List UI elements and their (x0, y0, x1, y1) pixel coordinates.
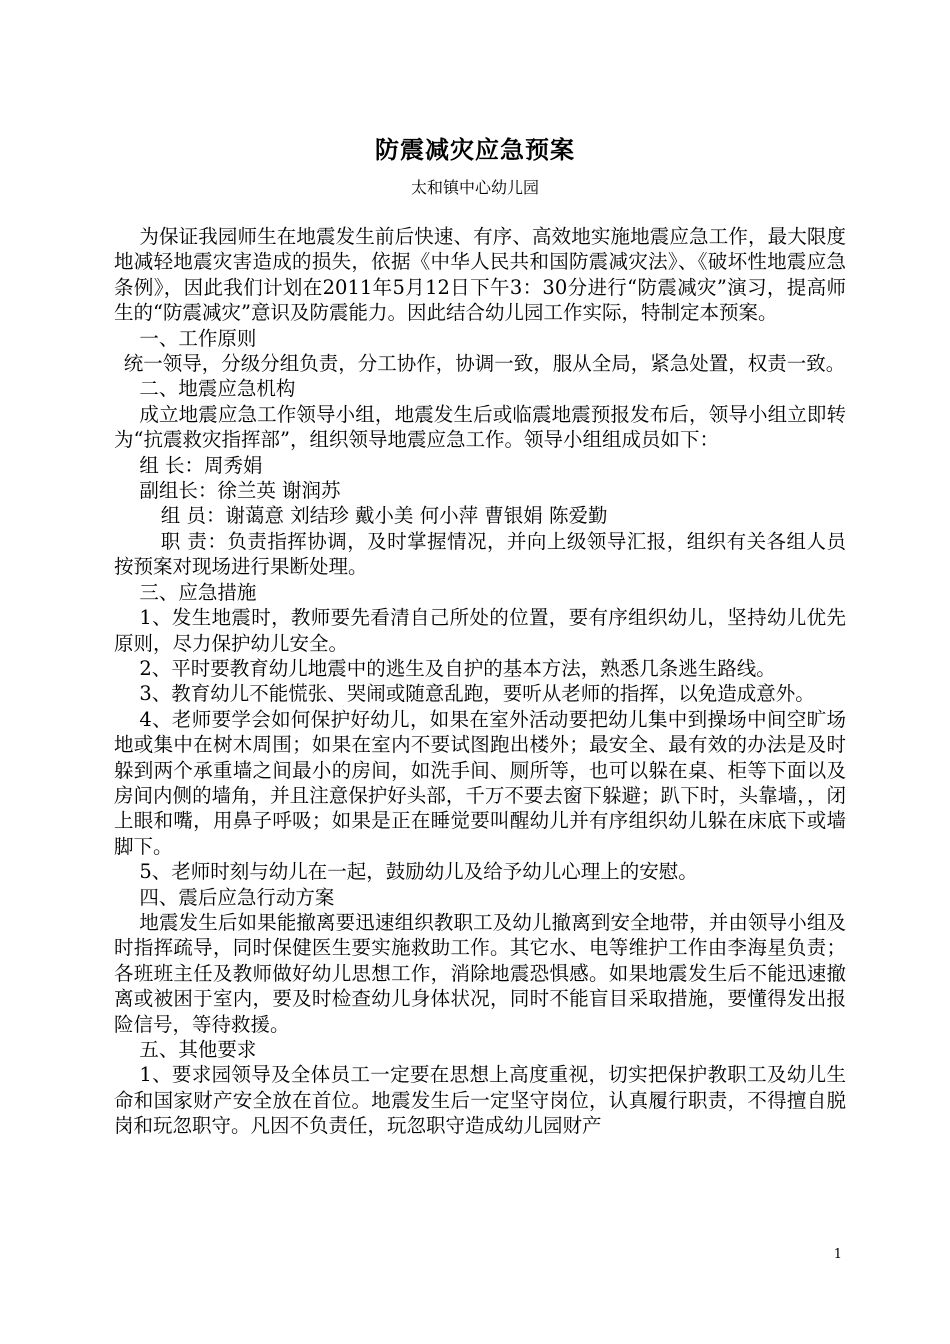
section-heading-principles: 一、工作原则 (139, 326, 257, 350)
page-number: 1 (833, 1247, 842, 1262)
measure-item-5: 5、老师时刻与幼儿在一起，鼓励幼儿及给予幼儿心理上的安慰。 (139, 860, 698, 884)
section-heading-post-quake: 四、震后应急行动方案 (139, 885, 335, 909)
duties-paragraph: 职 责：负责指挥协调，及时掌握情况，并向上级领导汇报，组织有关各组人员按预案对现场进行果断处理。 (114, 529, 846, 579)
organization-paragraph: 成立地震应急工作领导小组，地震发生后或临震地震预报发布后，领导小组立即转为“抗震救灾指挥部”，组织领导地震应急工作。领导小组组成员如下： (114, 402, 846, 452)
section-heading-other: 五、其他要求 (139, 1038, 257, 1061)
intro-paragraph: 为保证我园师生在地震发生前后快速、有序、高效地实施地震应急工作，最大限度地减轻地震灾害造成的损失，依据《中华人民共和国防震减灾法》、《破坏性地震应急条例》，因此我们计划在2011年5月12日下午3：30分进行“防震减灾”演习，提高师生的“防震减灾”意识及防震能力。因此结合幼儿园工作实际，特制定本预案。 (114, 225, 846, 325)
section-heading-measures: 三、应急措施 (139, 580, 257, 604)
other-requirement-1: 1、要求园领导及全体员工一定要在思想上高度重视，切实把保护教职工及幼儿生命和国家财产安全放在首位。地震发生后一定坚守岗位，认真履行职责，不得擅自脱岗和玩忽职守。凡因不负责任，玩忽职守造成幼儿园财产 (114, 1063, 846, 1138)
measure-item-1: 1、发生地震时，教师要先看清自己所处的位置，要有序组织幼儿，坚持幼儿优先原则，尽力保护幼儿安全。 (114, 606, 846, 655)
measure-item-2: 2、平时要教育幼儿地震中的逃生及自护的基本方法，熟悉几条逃生路线。 (139, 656, 776, 680)
deputy-leader-line: 副组长：徐兰英 谢润苏 (139, 479, 341, 503)
document-subtitle: 太和镇中心幼儿园 (410, 178, 539, 197)
team-members-line: 组 员：谢蔼意 刘结珍 戴小美 何小萍 曹银娟 陈爱勤 (160, 504, 608, 528)
measure-item-4: 4、老师要学会如何保护好幼儿，如果在室外活动要把幼儿集中到操场中间空旷场地或集中在树木周围；如果在室内不要试图跑出楼外；最安全、最有效的办法是及时躲到两个承重墙之间最小的房间，如洗手间、厕所等，也可以躲在桌、柜等下面以及房间内侧的墙角，并且注意保护好头部，千万不要去窗下躲避；趴下时，头靠墙，，闭上眼和嘴，用鼻子呼吸；如果是正在睡觉要叫醒幼儿并有序组织幼儿躲在床底下或墙脚下。 (114, 707, 846, 858)
principles-paragraph: 统一领导，分级分组负责，分工协作，协调一致，服从全局，紧急处置，权责一致。 (123, 352, 846, 376)
document-body (114, 224, 846, 1139)
document-title: 防震减灾应急预案 (375, 135, 575, 164)
measure-item-3: 3、教育幼儿不能慌张、哭闹或随意乱跑，要听从老师的指挥，以免造成意外。 (139, 682, 815, 706)
team-leader-line: 组 长：周秀娟 (139, 453, 263, 477)
post-quake-paragraph: 地震发生后如果能撤离要迅速组织教职工及幼儿撤离到安全地带，并由领导小组及时指挥疏导，同时保健医生要实施救助工作。其它水、电等维护工作由李海星负责；各班班主任及教师做好幼儿思想工作，消除地震恐惧感。如果地震发生后不能迅速撤离或被困于室内，要及时检查幼儿身体状况，同时不能盲目采取措施，要懂得发出报险信号，等待救援。 (114, 910, 846, 1036)
section-heading-organization: 二、地震应急机构 (139, 377, 296, 401)
